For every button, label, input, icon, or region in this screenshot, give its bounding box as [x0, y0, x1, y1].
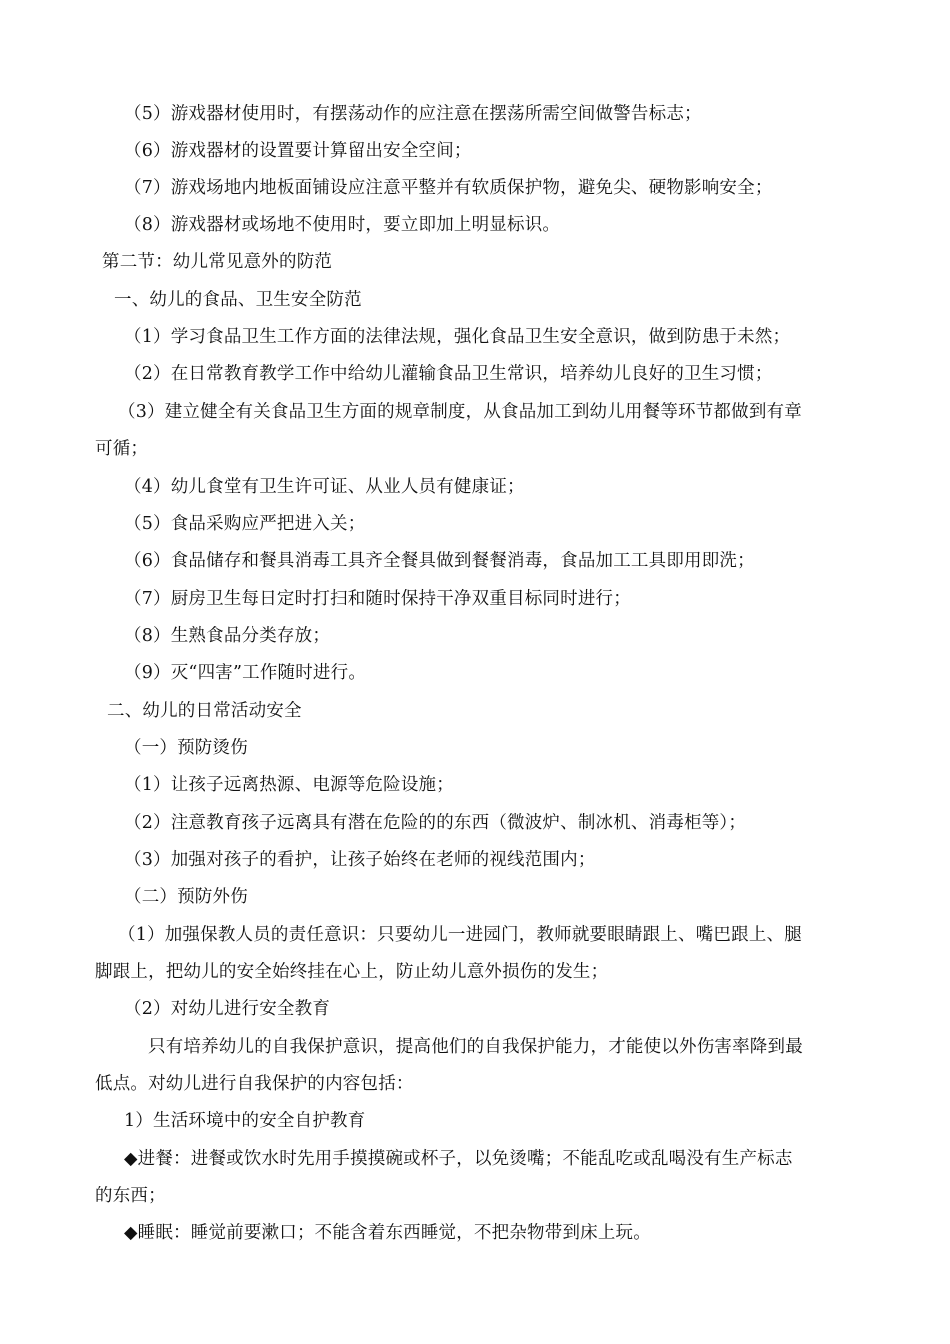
paragraph-line: （2）在日常教育教学工作中给幼儿灌输食品卫生常识，培养幼儿良好的卫生习惯； [124, 364, 773, 384]
paragraph-line: （5）游戏器材使用时，有摆荡动作的应注意在摆荡所需空间做警告标志； [124, 104, 702, 124]
paragraph-line: 脚跟上，把幼儿的安全始终挂在心上，防止幼儿意外损伤的发生； [95, 962, 609, 982]
paragraph-line: （2）对幼儿进行安全教育 [124, 999, 331, 1019]
subsection-heading: 一、幼儿的食品、卫生安全防范 [114, 290, 362, 310]
paragraph-line: （2）注意教育孩子远离具有潜在危险的的东西（微波炉、制冰机、消毒柜等）； [124, 813, 747, 833]
paragraph-line: （4）幼儿食堂有卫生许可证、从业人员有健康证； [124, 477, 525, 497]
item-heading: （一）预防烫伤 [124, 738, 248, 758]
paragraph-line: （1）让孩子远离热源、电源等危险设施； [124, 775, 454, 795]
paragraph-line: （8）游戏器材或场地不使用时，要立即加上明显标识。 [124, 215, 561, 235]
item-heading: （二）预防外伤 [124, 887, 248, 907]
paragraph-line: （6）游戏器材的设置要计算留出安全空间； [124, 141, 472, 161]
paragraph-line: 只有培养幼儿的自我保护意识，提高他们的自我保护能力，才能使以外伤害率降到最 [148, 1037, 803, 1057]
paragraph-line: （3）建立健全有关食品卫生方面的规章制度，从食品加工到幼儿用餐等环节都做到有章 [118, 402, 802, 422]
paragraph-line: （8）生熟食品分类存放； [124, 626, 331, 646]
item-heading: 1）生活环境中的安全自护教育 [124, 1111, 366, 1131]
paragraph-line: 可循； [95, 439, 149, 459]
paragraph-line: （1）学习食品卫生工作方面的法律法规，强化食品卫生安全意识，做到防患于未然； [124, 327, 791, 347]
paragraph-line: 低点。对幼儿进行自我保护的内容包括： [95, 1074, 414, 1094]
subsection-heading: 二、幼儿的日常活动安全 [107, 701, 302, 721]
paragraph-line: ◆进餐：进餐或饮水时先用手摸摸碗或杯子，以免烫嘴；不能乱吃或乱喝没有生产标志 [124, 1149, 793, 1169]
paragraph-line: （3）加强对孩子的看护，让孩子始终在老师的视线范围内； [124, 850, 596, 870]
paragraph-line: （9）灭“四害”工作随时进行。 [124, 663, 367, 683]
paragraph-line: （5）食品采购应严把进入关； [124, 514, 366, 534]
section-heading: 第二节：幼儿常见意外的防范 [102, 252, 333, 272]
paragraph-line: ◆睡眠：睡觉前要漱口；不能含着东西睡觉，不把杂物带到床上玩。 [124, 1223, 651, 1243]
paragraph-line: （1）加强保教人员的责任意识：只要幼儿一进园门，教师就要眼睛跟上、嘴巴跟上、腿 [118, 925, 802, 945]
paragraph-line: （7）厨房卫生每日定时打扫和随时保持干净双重目标同时进行； [124, 589, 631, 609]
paragraph-line: （7）游戏场地内地板面铺设应注意平整并有软质保护物，避免尖、硬物影响安全； [124, 178, 773, 198]
paragraph-line: 的东西； [95, 1186, 166, 1206]
paragraph-line: （6）食品储存和餐具消毒工具齐全餐具做到餐餐消毒，食品加工工具即用即洗； [124, 551, 755, 571]
